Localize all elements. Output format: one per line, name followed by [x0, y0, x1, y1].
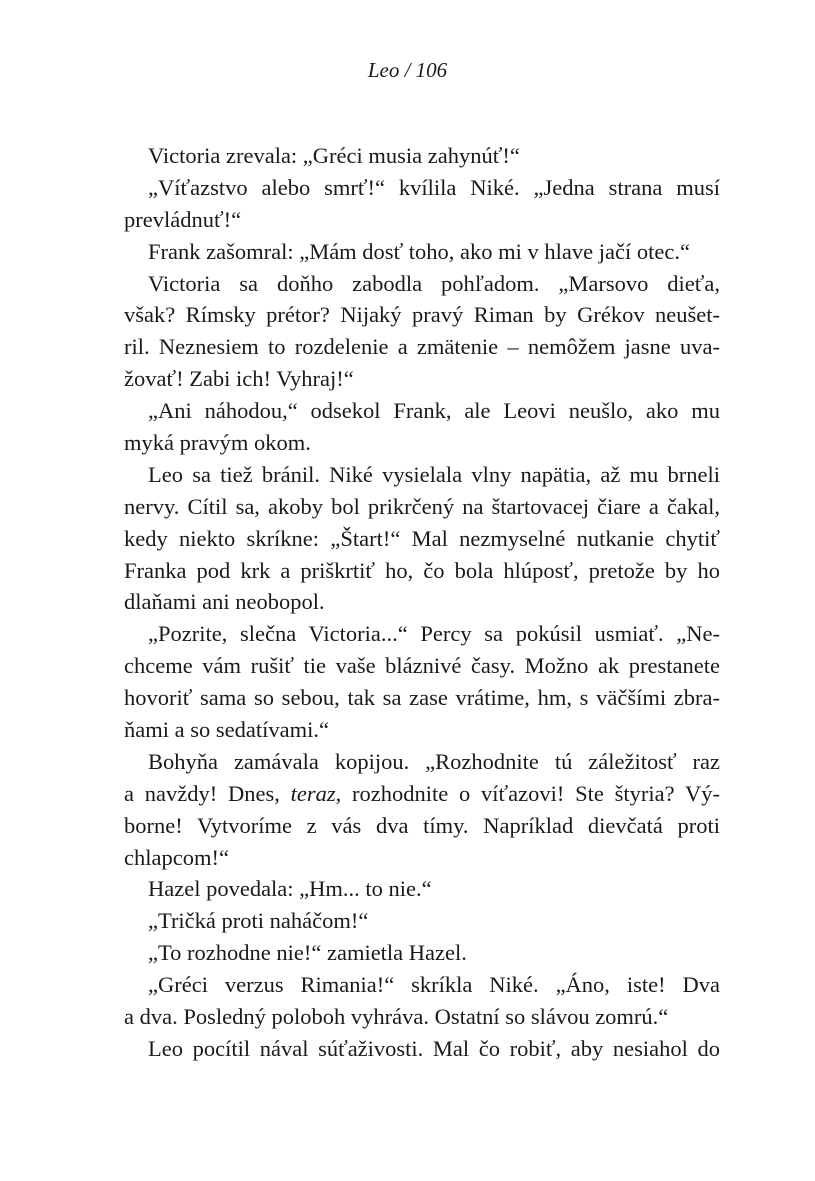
text-line: „To rozhodne nie!“ zamietla Hazel. — [148, 940, 467, 966]
text-line: „Pozrite, slečna Victoria...“ Percy sa pokúsil usmiať. „Ne- — [148, 621, 720, 647]
text-line: Frank zašomral: „Mám dosť toho, ako mi v hlave jačí otec.“ — [148, 238, 690, 264]
text-line: myká pravým okom. — [124, 430, 311, 456]
text-line: kedy niekto skríkne: „Štart!“ Mal nezmyselné nutkanie chytiť — [124, 525, 720, 551]
text-line: žovať! Zabi ich! Vyhraj!“ — [124, 366, 354, 392]
text-line: Leo pocítil nával súťaživosti. Mal čo robiť, aby nesiahol do — [148, 1035, 720, 1061]
text-line: dlaňami ani neobopol. — [124, 589, 325, 615]
text-line: ril. Neznesiem to rozdelenie a zmätenie – nemôžem jasne uva- — [124, 334, 720, 360]
text-line: Victoria sa doňho zabodla pohľadom. „Marsovo dieťa, — [148, 270, 720, 296]
text-line: hovoriť sama so sebou, tak sa zase vrátime, hm, s väčšími zbra- — [124, 685, 720, 711]
text-line: však? Rímsky prétor? Nijaký pravý Riman by Grékov neušet- — [124, 302, 720, 328]
text-segment: a navždy! Dnes, — [124, 780, 291, 806]
running-header: Leo / 106 — [367, 58, 448, 82]
text-line: Victoria zrevala: „Gréci musia zahynúť!“ — [148, 143, 520, 168]
text-line: borne! Vytvoríme z vás dva tímy. Napríklad dievčatá proti — [124, 812, 720, 838]
text-line: „Gréci verzus Rimania!“ skríkla Niké. „Áno, iste! Dva — [148, 972, 720, 998]
text-line: chlapcom!“ — [124, 844, 229, 870]
text-line: a dva. Posledný poloboh vyhráva. Ostatní so slávou zomrú.“ — [124, 1004, 669, 1030]
text-segment: , rozhodnite o víťazovi! Ste štyria? Vý- — [335, 780, 720, 806]
text-line: nervy. Cítil sa, akoby bol prikrčený na štartovacej čiare a čakal, — [124, 493, 720, 519]
text-line: Hazel povedala: „Hm... to nie.“ — [148, 876, 432, 902]
text-line: chceme vám rušiť tie vaše bláznivé časy. Možno ak prestanete — [124, 653, 720, 679]
text-line: Leo sa tiež bránil. Niké vysielala vlny napätia, až mu brneli — [148, 461, 720, 487]
text-line: ňami a so sedatívami.“ — [124, 717, 329, 743]
text-line: Bohyňa zamávala kopijou. „Rozhodnite tú záležitosť raz — [148, 748, 720, 774]
text-line — [124, 778, 720, 810]
text-line: „Víťazstvo alebo smrť!“ kvílila Niké. „Jedna strana musí — [148, 174, 720, 200]
text-line: „Ani náhodou,“ odsekol Frank, ale Leovi neušlo, ako mu — [148, 398, 720, 424]
text-line: prevládnuť!“ — [124, 206, 242, 232]
text-line: „Tričká proti naháčom!“ — [148, 908, 369, 934]
text-line: Franka pod krk a priškrtiť ho, čo bola hlúposť, pretože by ho — [124, 557, 720, 583]
italic-text: teraz — [290, 780, 336, 806]
body-text — [124, 140, 720, 1065]
